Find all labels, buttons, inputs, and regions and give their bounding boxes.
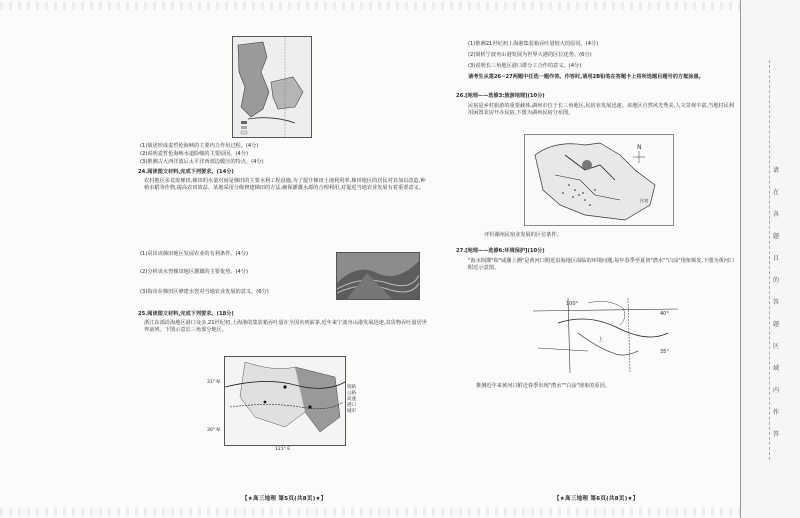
map-legend	[347, 385, 387, 415]
q25-item-1: (1)推测21世纪初上海港集装箱吞吐量较大的原因。(4分)	[468, 41, 599, 47]
binding-note: 请在各题目的答题区域内作答	[773, 167, 780, 438]
terrace-photo	[336, 252, 420, 300]
map27-lat-2: 35°	[660, 349, 669, 355]
legend-item: 铁路	[347, 385, 356, 390]
compass-n: N	[637, 144, 642, 151]
choose-note: 请考生从第26~27两题中任选一题作答。作答时,请用2B铅笔在答题卡上将所选题目题号的方框涂黑。	[468, 74, 704, 80]
q27-paragraph: "海水倒灌"和"咸潮上溯"是黄河口附近沿海地区面临的环境问题,每年春季至夏初"潜水""白涂"现象频发,下图为黄河口附近示意图。	[468, 258, 735, 271]
q23-item-1: (1)简述形成麦哲伦海峡的主要内力作用过程。(4分)	[140, 143, 259, 149]
q25-header: 25.阅读图文材料,完成下列要求。(18分)	[138, 311, 234, 317]
q23-item-2: (2)说明麦哲伦海峡水道险峻的主要原因。(4分)	[140, 151, 249, 157]
map-lat-top: 31° N	[207, 380, 220, 385]
legend-item: 公路	[347, 391, 356, 396]
map27-lon: 100°	[566, 301, 579, 307]
binding-margin	[740, 0, 800, 518]
legend-item: 城市	[347, 409, 356, 414]
left-footer: 【★高三地理 第5页(共8页)★】	[242, 496, 327, 502]
yangtze-delta-map	[207, 356, 356, 452]
q23-item-3: (3)推测古大西洋波后太平洋西部边暖压的特点。(4分)	[140, 159, 264, 165]
map-lon: 121° E	[275, 447, 291, 452]
huzhou-map	[524, 134, 674, 226]
yellow-river-map	[528, 293, 683, 373]
q27-header: 27.[地理——选修6:环境保护](10分)	[456, 248, 545, 254]
map26-legend: 民宿	[640, 198, 649, 203]
q24-item-3: (3)指出在梯田区修建水窖对当地农业发展的意义。(6分)	[140, 289, 269, 295]
q24-item-2: (2)分析该水窖梯田地区灌溉的主要优势。(4分)	[140, 269, 249, 275]
right-footer: 【★高三地理 第6页(共8页)★】	[554, 496, 639, 502]
map27-lat-1: 40°	[660, 311, 669, 317]
strait-map	[232, 36, 312, 138]
q25-paragraph: 浙江东部沿海地区港口众多,21世纪初,上海港的集装箱吞吐量在全国名列前茅,近年来宁波舟山港发展迅速,其货物吞吐量居世界前列。下图示意长三角部分地区。	[144, 320, 427, 333]
map27-label: 上	[598, 337, 604, 343]
q27-question: 推测近年来黄河口附近春季出现"潜水""白涂"现象的原因。	[476, 383, 611, 389]
left-page	[138, 0, 438, 518]
q24-paragraph: 农村地区多荒废梯田,梯田的水量对间是梯田的主要水利工程设施,为了提升梯田土地利用率,梯田地区的居民对其加以改造,种植水稻等作物,提高农田效益。某地采用分级修建梯田的方法,确保灌溉水源的合理利用,对促进当地农业发展有着重要意义。	[144, 178, 426, 191]
q26-paragraph: 民宿是乡村旅游的重要载体,湖州市位于长三角地区,民宿业发展迅速。该地区自然风光秀美,人文景观丰富,当地村民利用闲置农房开办民宿,下图为湖州民宿分布图。	[468, 103, 734, 116]
q25-item-3: (3)说明长三角地区港口群分工合作的意义。(4分)	[468, 63, 582, 69]
q24-header: 24.阅读图文材料,完成下列要求。(14分)	[138, 169, 234, 175]
legend-item: 港口	[347, 403, 356, 408]
q24-item-1: (1)说出该梯田地区发展农业的有利条件。(4分)	[140, 251, 249, 257]
q26-question: 评价湖州民宿业发展的区位条件。	[484, 232, 562, 238]
q25-item-2: (2)简析宁波舟山港发展为世界大港的区位优势。(6分)	[468, 52, 592, 58]
legend-item: 高速	[347, 397, 356, 402]
q26-header: 26.[地理——选修3:旅游地理](10分)	[456, 93, 545, 99]
map-lat-bottom: 30° N	[207, 428, 220, 433]
binding-line	[769, 60, 770, 460]
right-page	[446, 0, 736, 518]
